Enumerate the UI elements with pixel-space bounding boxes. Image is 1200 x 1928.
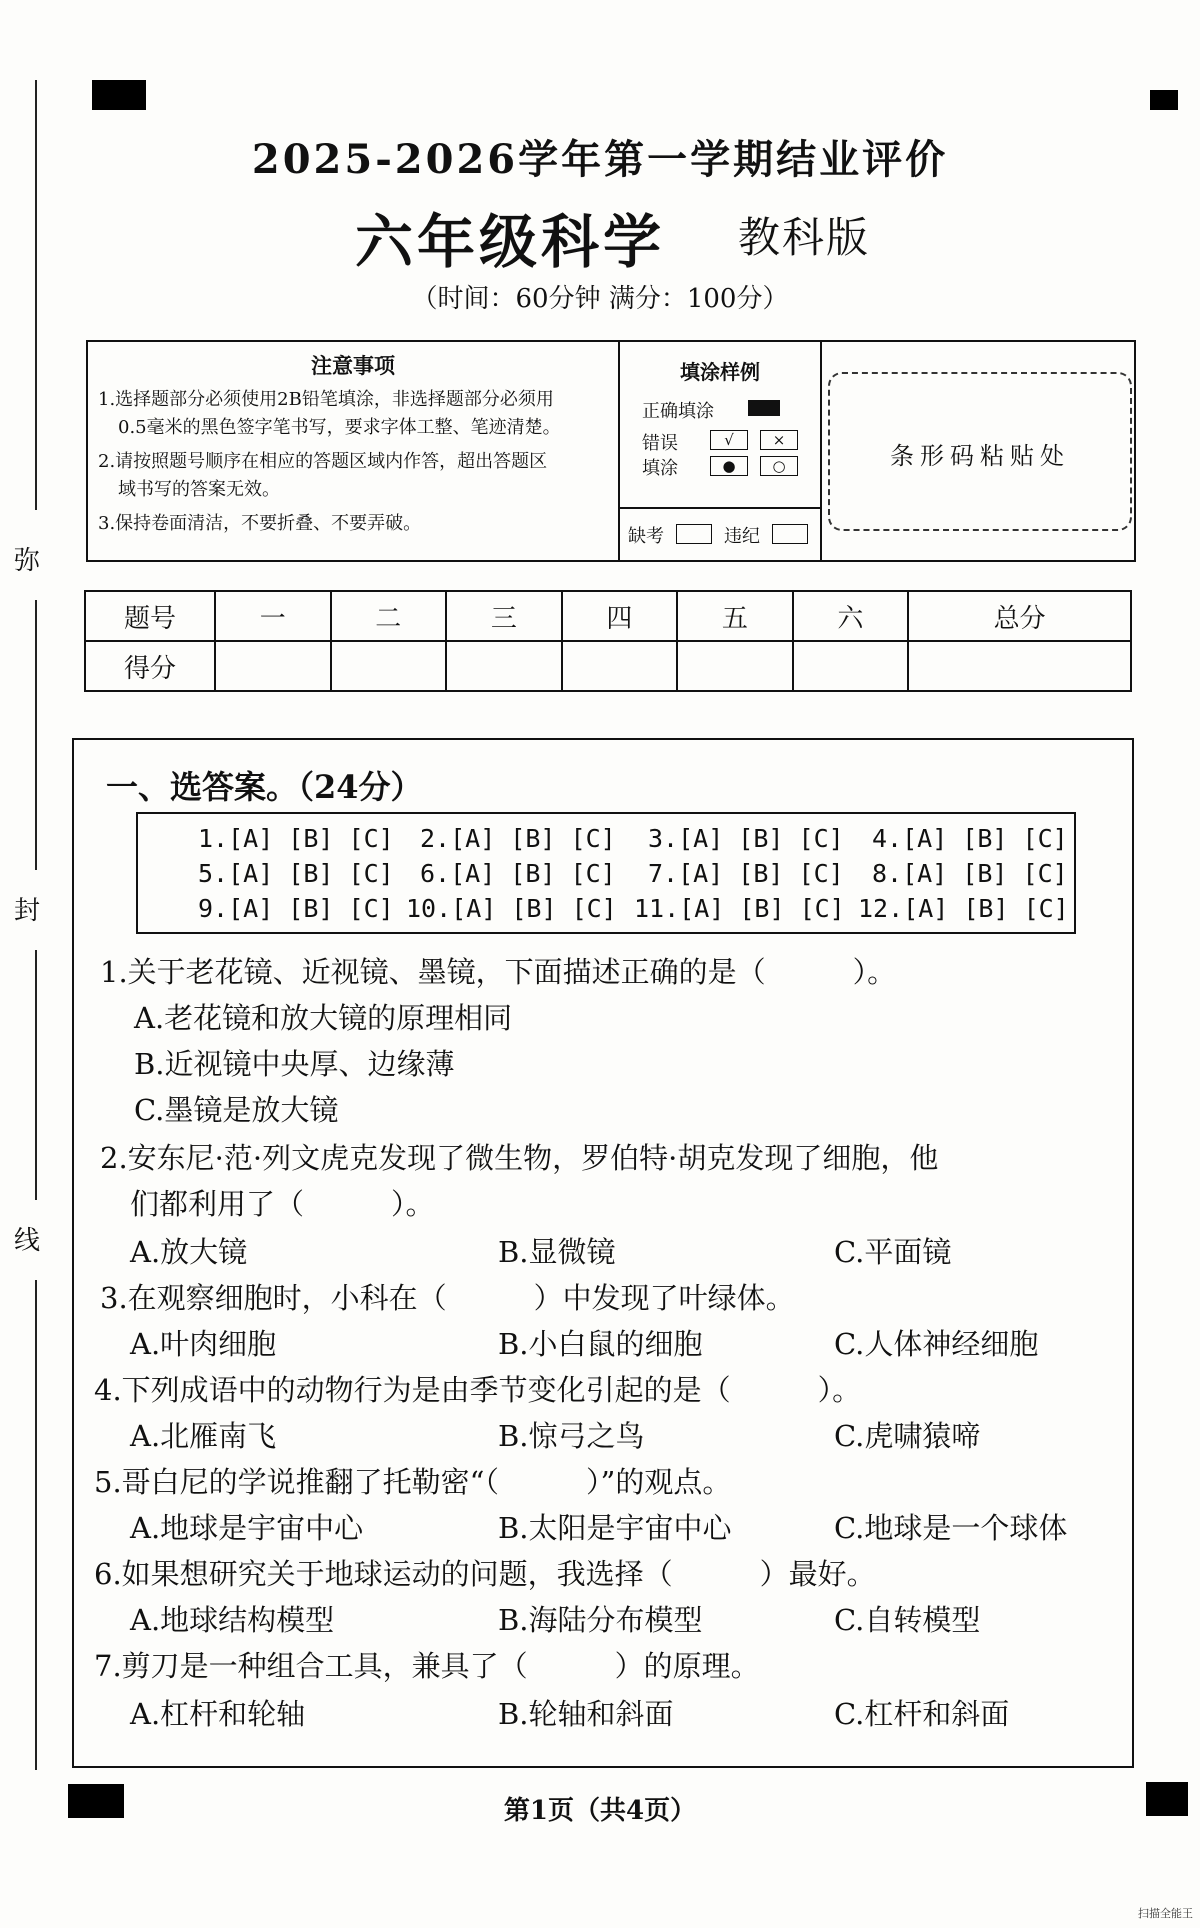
- score-cell[interactable]: [215, 641, 331, 691]
- question-6-option-a: A.地球结构模型: [130, 1603, 335, 1637]
- question-4-option-c: C.虎啸猿啼: [834, 1419, 981, 1453]
- section-title: 一、选答案。（24分）: [106, 768, 423, 806]
- fill-example-column: [620, 342, 822, 560]
- violation-box[interactable]: [772, 524, 808, 544]
- absent-box[interactable]: [676, 524, 712, 544]
- score-cell[interactable]: [331, 641, 447, 691]
- score-col-4: 四: [562, 591, 678, 641]
- fill-example-heading: 填涂样例: [680, 360, 760, 384]
- registration-mark-top-left: [92, 80, 146, 110]
- instructions-heading: 注意事项: [311, 353, 395, 378]
- score-cell[interactable]: [446, 641, 562, 691]
- violation-label: 违纪: [724, 526, 760, 547]
- registration-mark-top-right: [1150, 90, 1178, 110]
- question-6-option-b: B.海陆分布模型: [498, 1603, 703, 1637]
- question-5-option-a: A.地球是宇宙中心: [130, 1511, 364, 1545]
- wrong-circle-sample: ○: [760, 456, 798, 476]
- wrong-fill-label-1: 错误: [642, 433, 678, 454]
- exam-title: 2025-2026学年第一学期结业评价: [251, 136, 949, 183]
- wrong-fill-label-2: 填涂: [642, 458, 678, 479]
- question-7-stem: 7.剪刀是一种组合工具，兼具了（ ）的原理。: [94, 1649, 760, 1683]
- question-2-option-a: A.放大镜: [130, 1235, 248, 1269]
- edition-label: 教科版: [738, 213, 871, 262]
- notice-panel: [86, 340, 1136, 562]
- answer-row-12[interactable]: 12.[A] [B] [C]: [858, 894, 1069, 923]
- answer-row-10[interactable]: 10.[A] [B] [C]: [406, 894, 617, 923]
- question-4-stem: 4.下列成语中的动物行为是由季节变化引起的是（ ）。: [94, 1373, 862, 1407]
- question-2-stem-cont: 们都利用了（ ）。: [130, 1187, 435, 1221]
- score-cell[interactable]: [677, 641, 793, 691]
- answer-row-4[interactable]: 4.[A] [B] [C]: [872, 824, 1068, 853]
- score-col-5: 五: [677, 591, 793, 641]
- wrong-check-sample: √: [710, 430, 748, 450]
- question-2-option-c: C.平面镜: [834, 1235, 952, 1269]
- instruction-line: 0.5毫米的黑色签字笔书写，要求字体工整、笔迹清楚。: [118, 417, 561, 438]
- binding-char-xian: 线: [14, 1226, 41, 1256]
- question-3-stem: 3.在观察细胞时，小科在（ ）中发现了叶绿体。: [100, 1281, 795, 1315]
- scanner-watermark: 扫描全能王: [1138, 1907, 1193, 1920]
- score-col-2: 二: [331, 591, 447, 641]
- answer-sheet: [136, 812, 1076, 934]
- question-1-option-c: C.墨镜是放大镜: [134, 1093, 339, 1127]
- answer-row-8[interactable]: 8.[A] [B] [C]: [872, 859, 1068, 888]
- score-col-1: 一: [215, 591, 331, 641]
- question-7-option-b: B.轮轴和斜面: [498, 1697, 674, 1731]
- wrong-dot-sample: ●: [710, 456, 748, 476]
- answer-row-5[interactable]: 5.[A] [B] [C]: [198, 859, 394, 888]
- binding-line-segment: [35, 1280, 37, 1770]
- score-cell[interactable]: [562, 641, 678, 691]
- answer-row-6[interactable]: 6.[A] [B] [C]: [420, 859, 616, 888]
- score-col-6: 六: [793, 591, 909, 641]
- question-5-option-c: C.地球是一个球体: [834, 1511, 1068, 1545]
- score-header-label: 题号: [85, 591, 215, 641]
- question-6-stem: 6.如果想研究关于地球运动的问题，我选择（ ）最好。: [94, 1557, 876, 1591]
- section-one: [72, 738, 1134, 1768]
- wrong-cross-sample: ×: [760, 430, 798, 450]
- question-4-option-a: A.北雁南飞: [130, 1419, 277, 1453]
- instruction-line: 域书写的答案无效。: [118, 479, 280, 500]
- barcode-label: 条形码粘贴处: [890, 442, 1070, 470]
- question-3-option-c: C.人体神经细胞: [834, 1327, 1039, 1361]
- instruction-line: 3.保持卷面清洁，不要折叠、不要弄破。: [98, 513, 422, 534]
- score-cell[interactable]: [908, 641, 1131, 691]
- score-row-label: 得分: [85, 641, 215, 691]
- question-5-option-b: B.太阳是宇宙中心: [498, 1511, 732, 1545]
- question-1-option-b: B.近视镜中央厚、边缘薄: [134, 1047, 455, 1081]
- answer-row-1[interactable]: 1.[A] [B] [C]: [198, 824, 394, 853]
- answer-row-2[interactable]: 2.[A] [B] [C]: [420, 824, 616, 853]
- score-cell[interactable]: [793, 641, 909, 691]
- binding-line-segment: [35, 950, 37, 1200]
- binding-line-segment: [35, 600, 37, 870]
- instruction-line: 1.选择题部分必须使用2B铅笔填涂，非选择题部分必须用: [98, 389, 554, 410]
- instruction-line: 2.请按照题号顺序在相应的答题区域内作答，超出答题区: [98, 451, 548, 472]
- answer-row-7[interactable]: 7.[A] [B] [C]: [648, 859, 844, 888]
- question-5-stem: 5.哥白尼的学说推翻了托勒密“（ ）”的观点。: [94, 1465, 732, 1499]
- instructions-column: [88, 342, 620, 560]
- score-col-3: 三: [446, 591, 562, 641]
- question-1-stem: 1.关于老花镜、近视镜、墨镜，下面描述正确的是（ ）。: [100, 955, 897, 989]
- time-info: （时间：60分钟 满分：100分）: [411, 284, 789, 314]
- question-2-option-b: B.显微镜: [498, 1235, 616, 1269]
- page-footer: 第1页（共4页）: [503, 1796, 697, 1826]
- question-4-option-b: B.惊弓之鸟: [498, 1419, 645, 1453]
- binding-char-mi: 弥: [14, 546, 41, 576]
- score-col-total: 总分: [908, 591, 1131, 641]
- answer-row-3[interactable]: 3.[A] [B] [C]: [648, 824, 844, 853]
- binding-char-feng: 封: [14, 896, 41, 926]
- fill-example-divider: [620, 507, 820, 509]
- correct-fill-label: 正确填涂: [642, 401, 714, 422]
- answer-row-11[interactable]: 11.[A] [B] [C]: [634, 894, 845, 923]
- score-table: [84, 590, 1132, 692]
- subject-title: 六年级科学: [355, 208, 666, 276]
- barcode-area: [828, 372, 1132, 531]
- question-7-option-a: A.杠杆和轮轴: [130, 1697, 306, 1731]
- question-3-option-b: B.小白鼠的细胞: [498, 1327, 703, 1361]
- score-row: [85, 641, 1131, 691]
- question-3-option-a: A.叶肉细胞: [130, 1327, 277, 1361]
- absent-label: 缺考: [628, 526, 664, 547]
- question-number-row: [85, 591, 1131, 641]
- question-7-option-c: C.杠杆和斜面: [834, 1697, 1010, 1731]
- answer-row-9[interactable]: 9.[A] [B] [C]: [198, 894, 394, 923]
- question-2-stem: 2.安东尼·范·列文虎克发现了微生物，罗伯特·胡克发现了细胞，他: [100, 1141, 939, 1175]
- question-6-option-c: C.自转模型: [834, 1603, 981, 1637]
- correct-fill-sample: [748, 400, 780, 416]
- question-1-option-a: A.老花镜和放大镜的原理相同: [134, 1001, 513, 1035]
